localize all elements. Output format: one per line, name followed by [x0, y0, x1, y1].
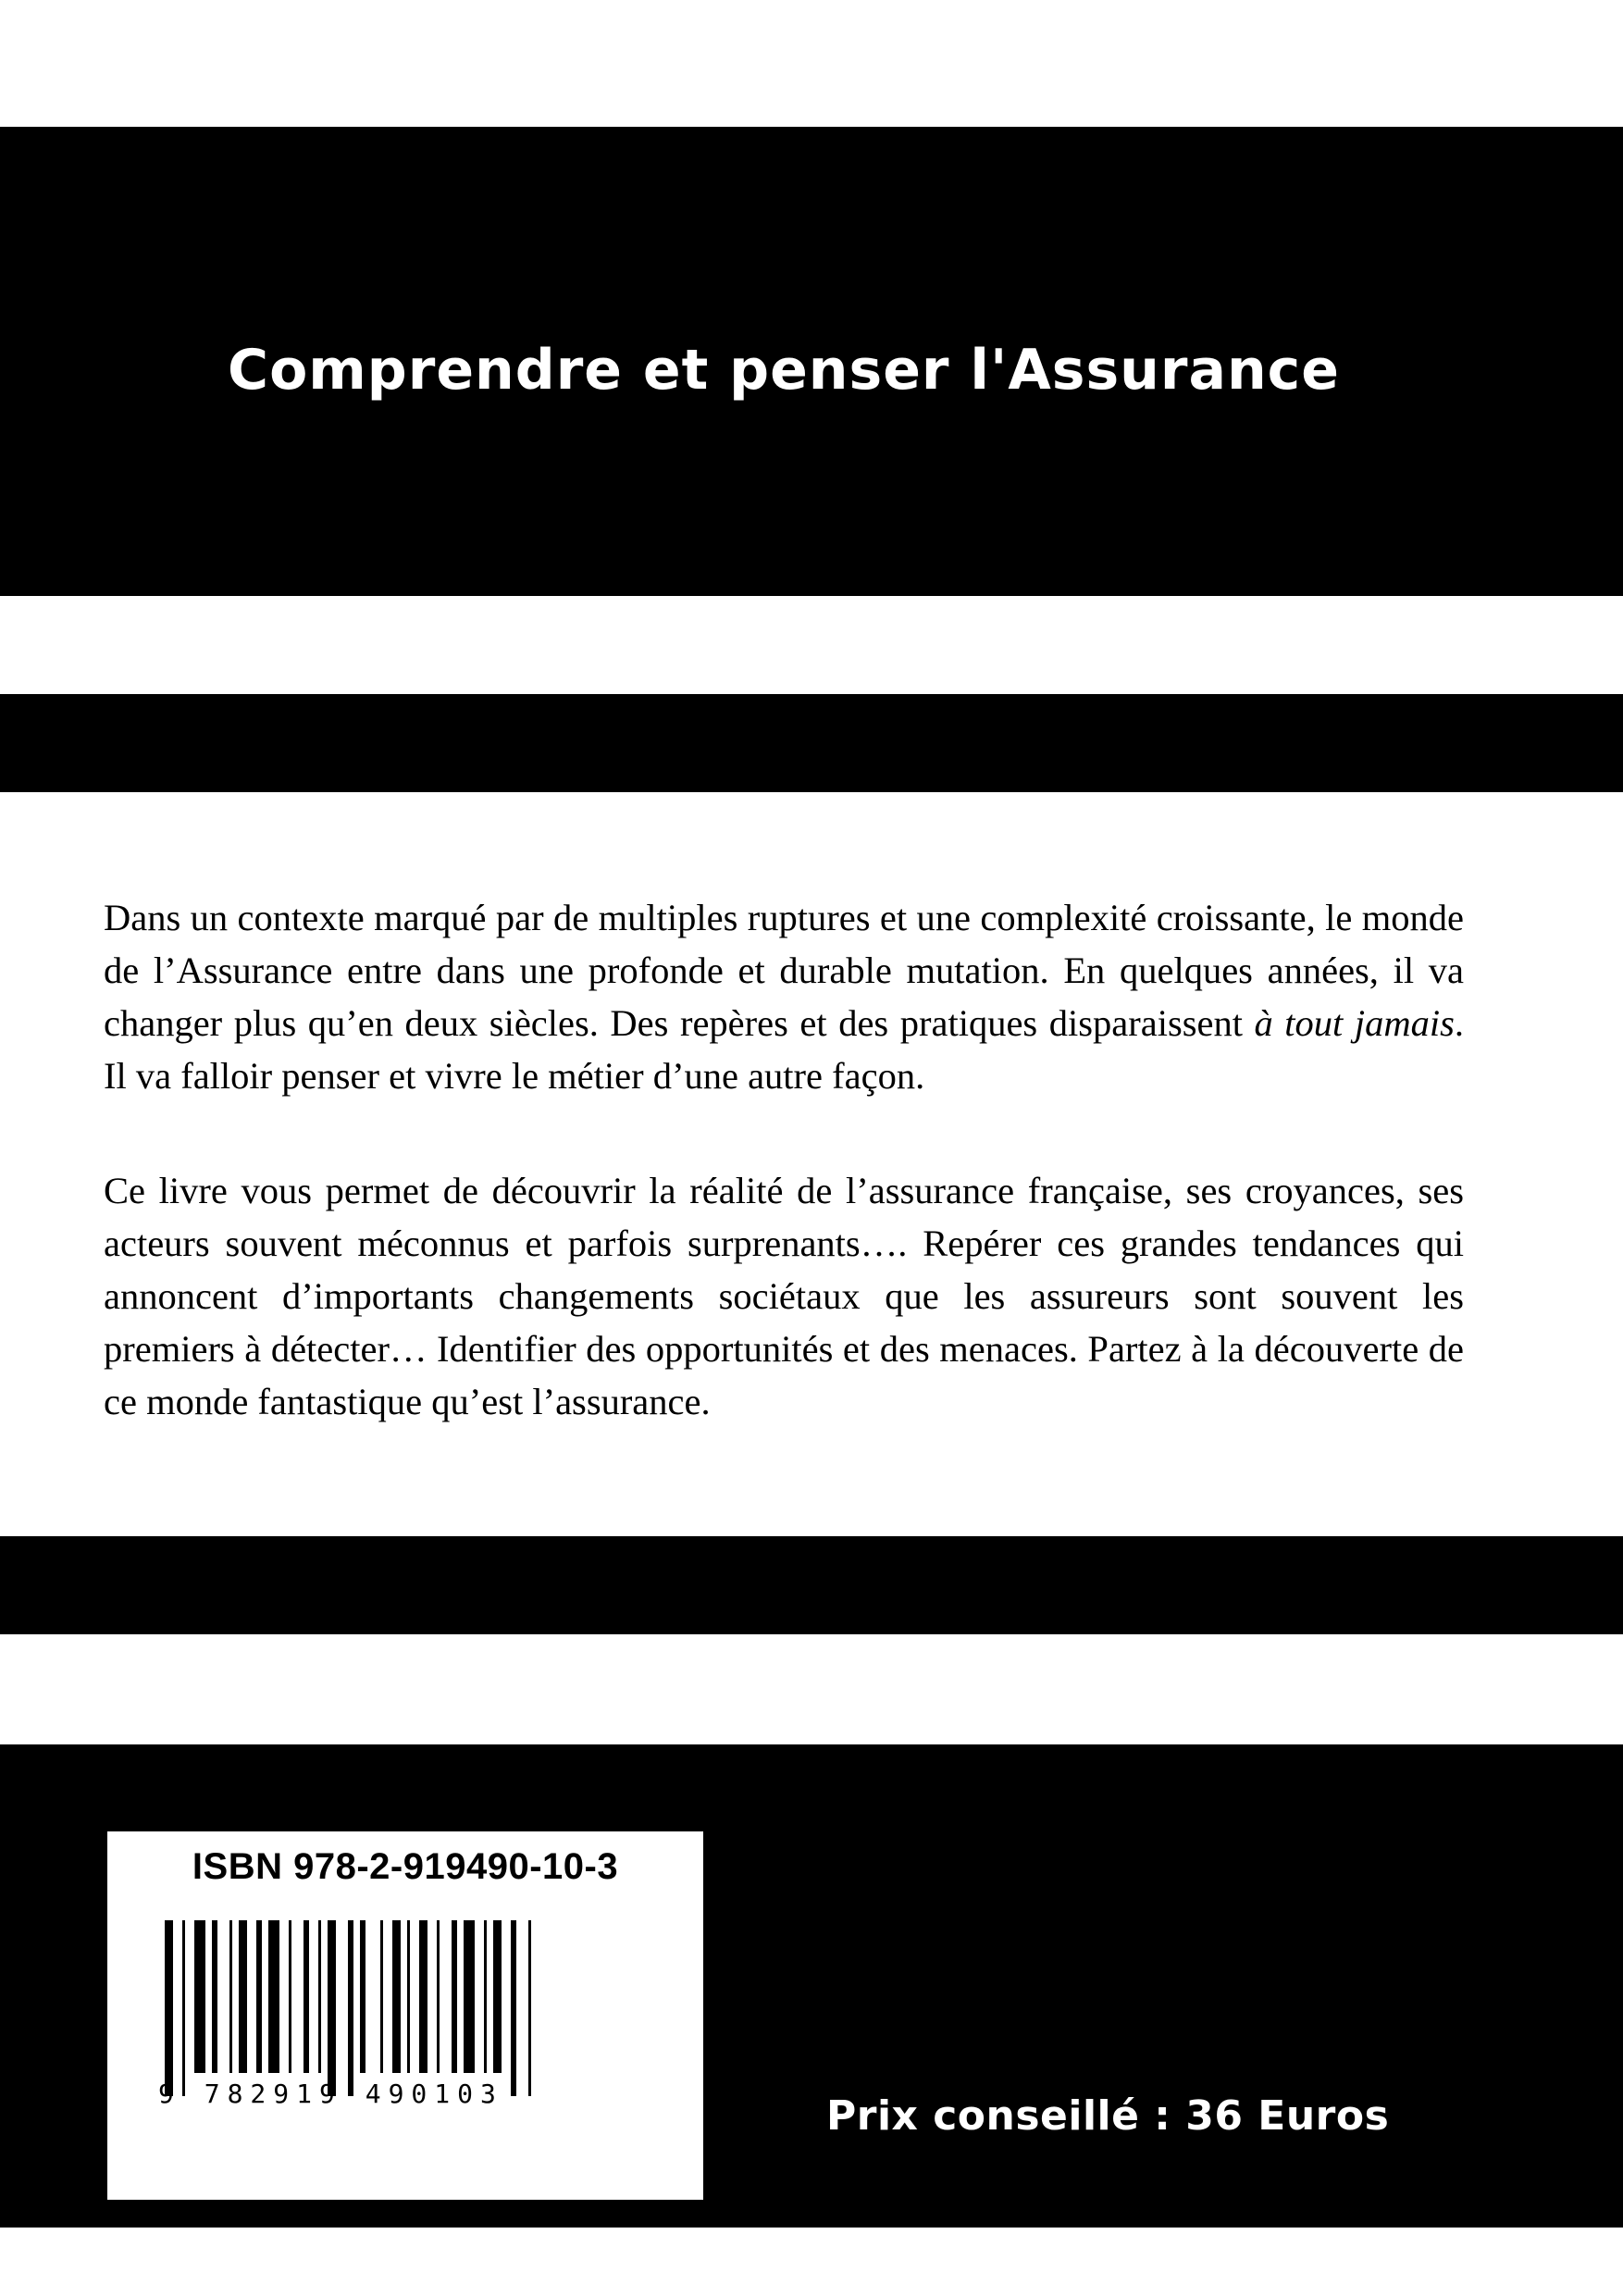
divider-band-bottom: [0, 1536, 1623, 1634]
description-paragraph-1: [104, 891, 1464, 1102]
divider-band-top: [0, 694, 1623, 792]
price-label: Prix conseillé : 36 Euros: [826, 2092, 1390, 2140]
isbn-barcode-box: [107, 1831, 703, 2200]
para1-text-end: . Il va falloir penser et vivre le métier d’une autre façon.: [104, 1002, 1464, 1097]
para1-text-start: Dans un contexte marqué par de multiples ruptures et une complexité croissante, le monde de l’Assurance entre dans une profonde et durable mutation. En quelques années, il va changer plus qu’en deux siècles. Des repères et des pratiques disparaissent: [104, 897, 1464, 1044]
description-paragraph-2: Ce livre vous permet de découvrir la réalité de l’assurance française, ses croyances, ses acteurs souvent méconnus et parfois surprenants…. Repérer ces grandes tendances qui annoncent d’importants changements sociétaux que les assureurs sont souvent les premiers à détecter… Identifier des opportunités et des menaces. Partez à la découverte de ce monde fantastique qu’est l’assurance.: [104, 1170, 1464, 1422]
barcode-digits: 9 782919 490103: [158, 2079, 503, 2109]
book-title: Comprendre et penser l'Assurance: [228, 338, 1340, 403]
para1-italic-text: à tout jamais: [1254, 1002, 1455, 1044]
barcode-graphic: [154, 1920, 653, 2096]
isbn-label: ISBN 978-2-919490-10-3: [192, 1846, 619, 1887]
